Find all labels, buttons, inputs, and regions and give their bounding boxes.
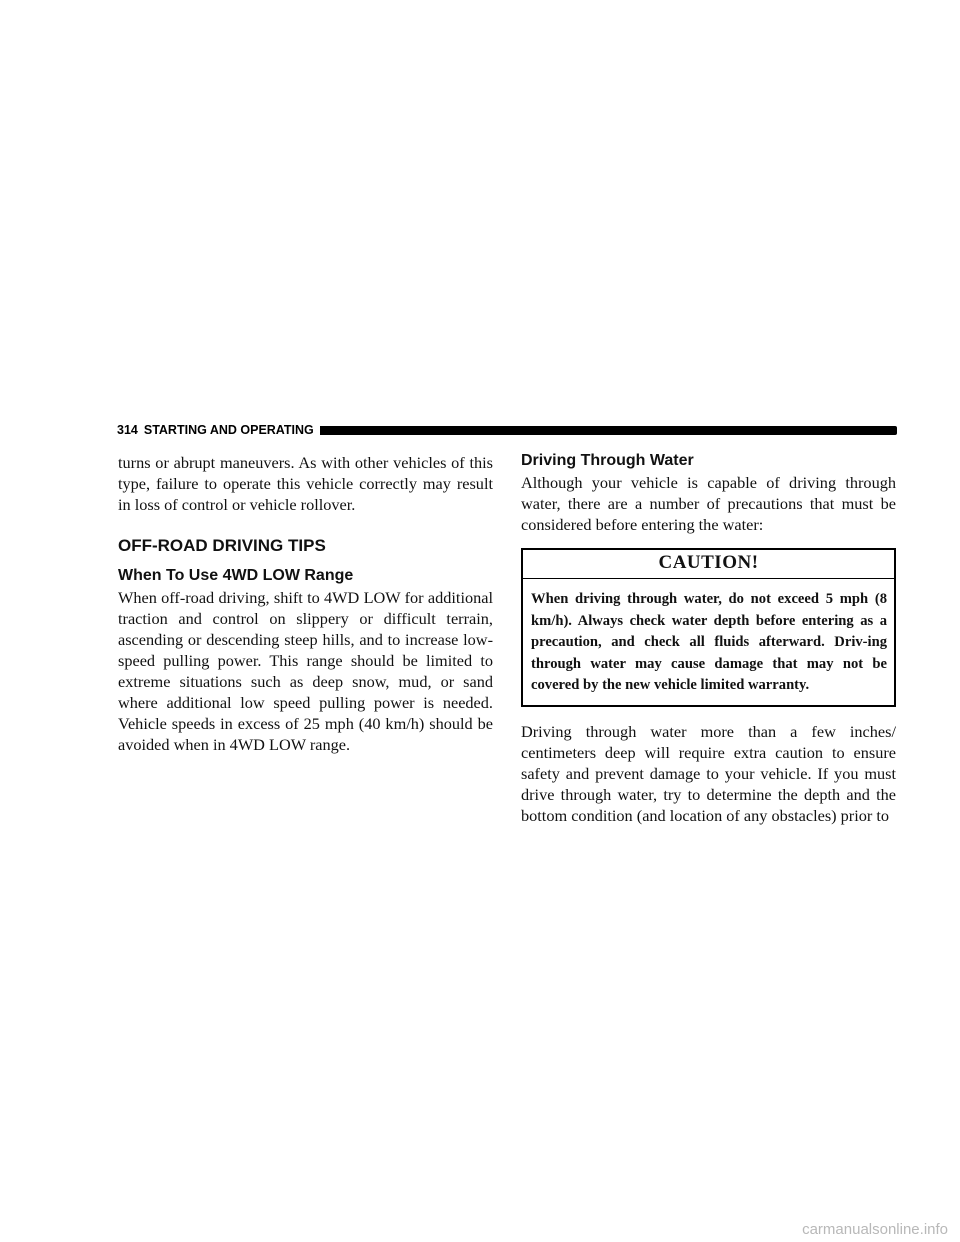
intro-paragraph: turns or abrupt maneuvers. As with other vehicles of this type, failure to operate this vehicle correctly may result in loss of control or vehicle rollover. [118, 453, 493, 514]
water-heading: Driving Through Water [521, 452, 694, 469]
water-depth-paragraph: Driving through water more than a few inches/ centimeters deep will require extra caution to ensure safety and prevent damage to your vehicle. If you must drive through water, try to determine the depth and the bottom condition (and location of any obstacles) prior to [521, 721, 896, 825]
4wd-low-paragraph: When off-road driving, shift to 4WD LOW for additional traction and control on slippery or difficult terrain, ascending or descending steep hills, and to increase low-speed pulling power. This range should be limited to extreme situations such as deep snow, mud, or sand where additional low speed pulling power is needed. Vehicle speeds in excess of 25 mph (40 km/h) should be avoided when in 4WD LOW range. [118, 588, 493, 754]
section-title: STARTING AND OPERATING [143, 423, 314, 437]
4wd-low-heading: When To Use 4WD LOW Range [118, 567, 354, 584]
offroad-tips-heading: OFF-ROAD DRIVING TIPS [118, 536, 326, 555]
watermark: carmanualsonline.info [802, 1221, 948, 1238]
right-column [521, 450, 896, 826]
page-number: 314 [117, 423, 138, 437]
caution-title: CAUTION! [523, 550, 894, 579]
caution-box [521, 548, 896, 707]
water-intro-paragraph: Although your vehicle is capable of driving through water, there are a number of precautions that must be considered before entering the water: [521, 473, 896, 534]
caution-text: When driving through water, do not exceed 5 mph (8 km/h). Always check water depth before entering as a precaution, and check all fluids afterward. Driv-ing through water may cause damage that may not be covered by the new vehicle limited warranty. [531, 591, 887, 693]
left-column [118, 452, 493, 755]
header-rule [320, 426, 897, 435]
page-header [117, 423, 897, 437]
